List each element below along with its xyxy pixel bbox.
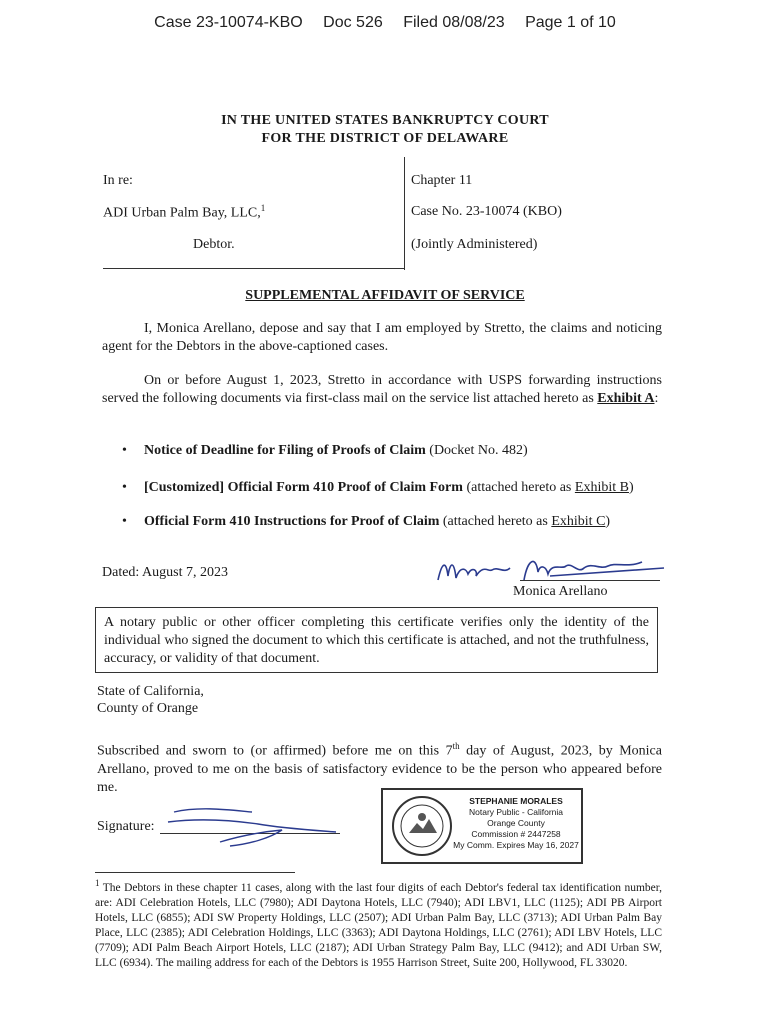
footnote: $^1$ The Debtors in these chapter 11 cases, along with the last four digits of each Debtor's federal tax identification number, are: ADI Celebration Hotels, LLC (7980); ADI Daytona Hotels, LLC (7940); ADI LBV1, LLC (1125); ADI PB Airport Hotels, LLC (6855); ADI SW Property Holdings, LLC (2507); ADI Urban Palm Bay, LLC (3713); ADI Urban Palm Bay Place, LLC (2385); ADI Celebration Holdings, LLC (3363); ADI Daytona Holdings, LLC (2761); ADI LBV Hotels, LLC (7709); ADI Palm Beach Airport Hotels, LLC (2187); ADI Urban Strategy Palm Bay, LLC (9412); and ADI Urban SW, LLC (6934). The mailing address for each of the Debtors is 1955 Harrison Street, Suite 200, Hollywood, FL 33020. — [95, 878, 662, 969]
handwritten-signature — [432, 552, 672, 588]
caption-underline — [103, 268, 404, 269]
case-number: Case 23-10074-KBO — [154, 14, 303, 31]
dated-line: Dated: August 7, 2023 — [102, 565, 228, 580]
sworn-statement: Subscribed and sworn to (or affirmed) before me on this 7th day of August, 2023, by Monica Arellano, proved to me on the basis of satisfactory evidence to be the person who appeared before me. — [97, 741, 662, 795]
state-line: State of California, — [97, 684, 204, 699]
notary-stamp — [381, 788, 583, 864]
affiant-paragraph: I, Monica Arellano, depose and say that I am employed by Stretto, the claims and noticing agent for the Debtors in the above-captioned cases. — [102, 321, 662, 354]
document-title: SUPPLEMENTAL AFFIDAVIT OF SERVICE — [245, 288, 525, 303]
in-re-label: In re: — [103, 173, 133, 188]
state-seal-icon — [391, 795, 453, 857]
debtor-label: Debtor. — [193, 237, 235, 252]
notary-signature — [160, 802, 350, 848]
list-item: • Notice of Deadline for Filing of Proofs of Claim (Docket No. 482) — [122, 443, 528, 458]
county-line: County of Orange — [97, 701, 199, 716]
page-indicator: Page 1 of 10 — [525, 14, 616, 31]
signature-line — [520, 580, 660, 581]
list-item: • Official Form 410 Instructions for Proof of Claim (attached hereto as Exhibit C) — [122, 514, 611, 529]
exhibit-c-ref: Exhibit C — [551, 514, 606, 529]
service-paragraph: On or before August 1, 2023, Stretto in accordance with USPS forwarding instructions served the following documents via first-class mail on the service list attached hereto as Exhibit A: — [102, 373, 662, 406]
court-name-line1: IN THE UNITED STATES BANKRUPTCY COURT — [221, 113, 549, 128]
case-header — [0, 14, 770, 32]
chapter-label: Chapter 11 — [411, 173, 473, 188]
doc-number: Doc 526 — [323, 14, 383, 31]
stamp-text: STEPHANIE MORALES Notary Public - California Orange County Commission # 2447258 My Comm. Expires May 16, 2027 — [453, 796, 579, 850]
footnote-divider — [95, 872, 295, 873]
notary-notice-box: A notary public or other officer completing this certificate verifies only the identity of the individual who signed the document to which this certificate is attached, and not the truthfulness, accuracy, or validity of that document. — [95, 607, 658, 673]
exhibit-a-ref: Exhibit A — [597, 391, 655, 406]
list-item: • [Customized] Official Form 410 Proof of Claim Form (attached hereto as Exhibit B) — [122, 480, 634, 495]
exhibit-b-ref: Exhibit B — [574, 480, 629, 495]
signature-label: Signature: — [97, 819, 155, 834]
filed-date: Filed 08/08/23 — [403, 14, 505, 31]
case-no-label: Case No. 23-10074 (KBO) — [411, 204, 562, 219]
signer-name: Monica Arellano — [513, 584, 608, 599]
court-name-line2: FOR THE DISTRICT OF DELAWARE — [261, 131, 509, 146]
debtor-name: ADI Urban Palm Bay, LLC,$^1$ — [103, 203, 266, 221]
caption-divider — [404, 157, 405, 270]
jointly-administered-label: (Jointly Administered) — [411, 237, 538, 252]
